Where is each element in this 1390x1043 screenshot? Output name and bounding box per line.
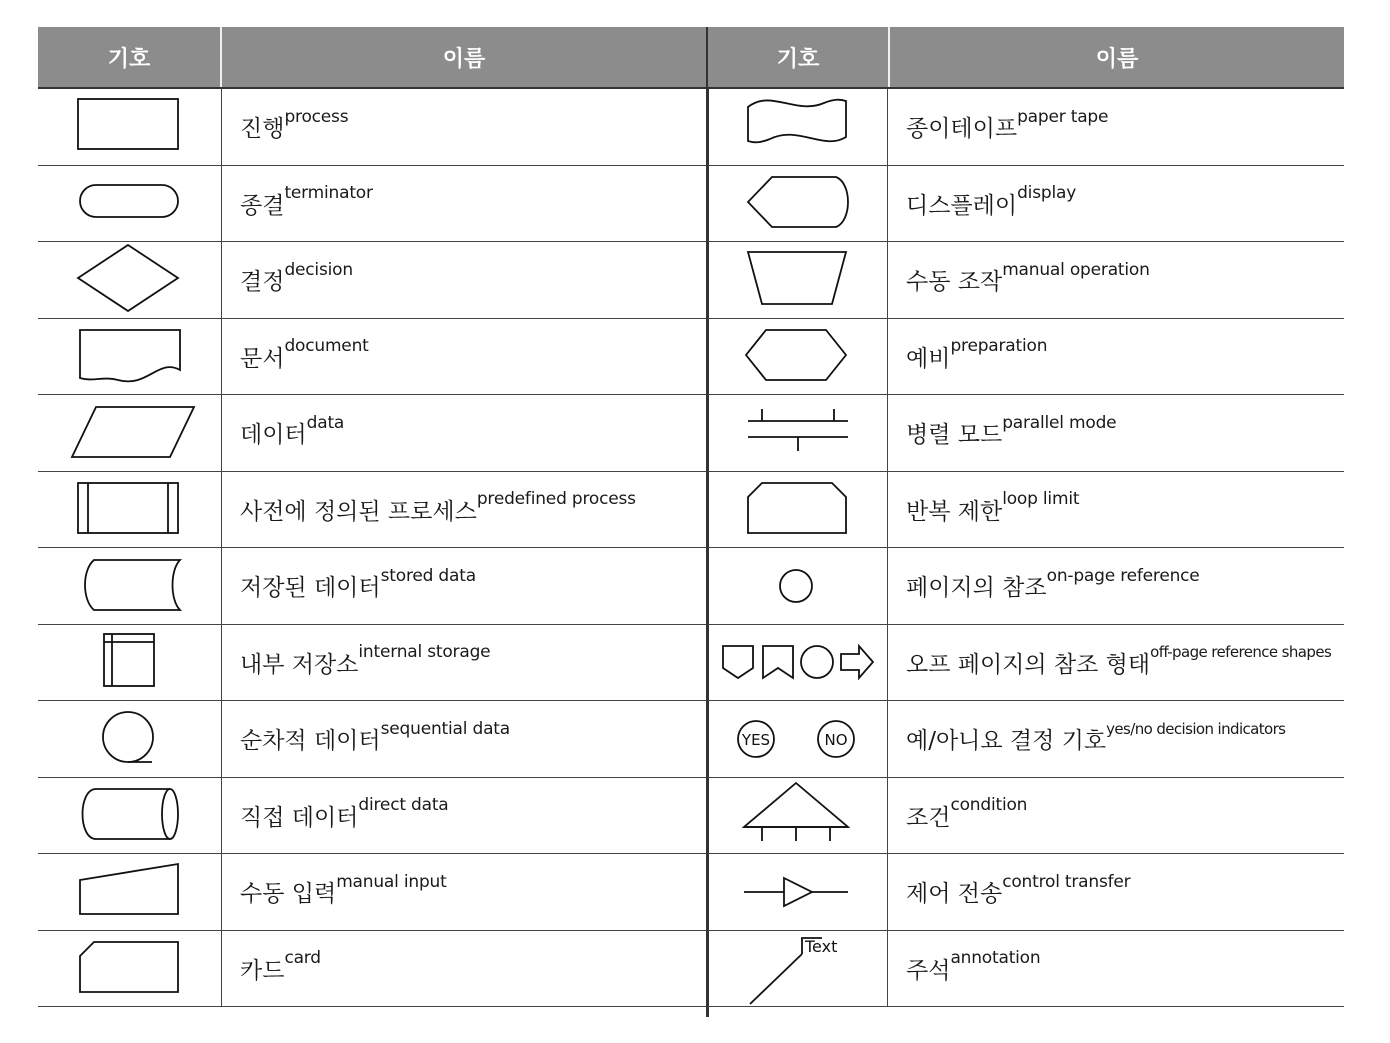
symbol-name xyxy=(222,319,369,395)
condition-icon xyxy=(726,777,870,853)
symbol-name xyxy=(888,472,1079,548)
english-name: terminator xyxy=(284,183,373,204)
off-page-reference-icon xyxy=(717,624,879,700)
data-icon xyxy=(58,395,202,471)
korean-name: 문서 xyxy=(240,345,285,372)
korean-name: 내부 저장소 xyxy=(240,651,359,678)
header-name: 이름 xyxy=(442,46,486,72)
korean-name: 주석 xyxy=(906,957,951,984)
right-table-header xyxy=(708,27,1344,87)
header-symbol: 기호 xyxy=(708,27,890,87)
korean-name: 병렬 모드 xyxy=(906,422,1003,449)
manual-input-icon xyxy=(58,854,202,930)
english-name: predefined process xyxy=(476,489,636,510)
korean-name: 페이지의 참조 xyxy=(906,575,1047,602)
english-name: document xyxy=(284,336,369,357)
annotation-icon xyxy=(726,930,870,1006)
table-row xyxy=(38,701,706,778)
process-icon xyxy=(58,89,202,165)
table-row xyxy=(38,472,706,549)
table-row xyxy=(708,166,1344,243)
english-name: internal storage xyxy=(358,642,491,663)
symbol-cell xyxy=(708,854,888,930)
korean-name: 결정 xyxy=(240,269,285,296)
symbol-cell xyxy=(38,778,222,854)
table-row xyxy=(708,319,1344,396)
korean-name: 제어 전송 xyxy=(906,881,1003,908)
english-name: manual operation xyxy=(1002,259,1150,280)
symbol-name xyxy=(222,89,348,165)
direct-data-icon xyxy=(58,777,202,853)
english-name: annotation xyxy=(950,948,1041,969)
symbol-cell xyxy=(708,931,888,1007)
symbol-name xyxy=(888,778,1027,854)
table-row xyxy=(38,854,706,931)
symbol-cell xyxy=(708,89,888,165)
symbol-name xyxy=(222,931,321,1007)
korean-name: 직접 데이터 xyxy=(240,804,359,831)
parallel-mode-icon xyxy=(726,395,870,471)
symbol-name xyxy=(888,395,1116,471)
predefined-process-icon xyxy=(58,471,202,547)
paper-tape-icon xyxy=(726,89,870,165)
control-transfer-icon xyxy=(726,854,870,930)
english-name: control transfer xyxy=(1002,871,1131,892)
right-rows xyxy=(708,87,1344,1007)
table-row xyxy=(708,854,1344,931)
table-row xyxy=(708,931,1344,1008)
korean-name: 오프 페이지의 참조 형태 xyxy=(906,651,1151,678)
korean-name: 종결 xyxy=(240,192,285,219)
manual-operation-icon xyxy=(726,242,870,318)
symbol-cell xyxy=(38,395,222,471)
english-name: condition xyxy=(950,795,1028,816)
symbol-name xyxy=(222,778,449,854)
symbol-name xyxy=(888,319,1047,395)
indicator-yes-label: YES xyxy=(741,730,770,749)
left-table-header xyxy=(38,27,706,87)
symbol-name xyxy=(888,854,1130,930)
korean-name: 예/아니요 결정 기호 xyxy=(906,728,1107,755)
indicator-no-label: NO xyxy=(823,730,848,749)
english-name: display xyxy=(1017,183,1077,204)
symbol-cell xyxy=(708,319,888,395)
annotation-sample-text: Text xyxy=(804,937,837,957)
symbol-name xyxy=(222,548,476,624)
symbol-name xyxy=(888,89,1108,165)
symbol-name xyxy=(222,395,344,471)
english-name: preparation xyxy=(950,336,1048,357)
symbol-name xyxy=(222,472,636,548)
table-row xyxy=(38,242,706,319)
symbol-cell xyxy=(38,854,222,930)
decision-icon xyxy=(58,242,202,318)
english-name: on-page reference xyxy=(1046,565,1200,586)
english-name: paper tape xyxy=(1017,106,1109,127)
symbol-cell xyxy=(708,625,888,701)
symbol-name xyxy=(888,166,1076,242)
korean-name: 사전에 정의된 프로세스 xyxy=(240,498,477,525)
symbol-name xyxy=(888,931,1040,1007)
symbol-cell xyxy=(708,778,888,854)
table-row xyxy=(38,548,706,625)
table-row xyxy=(708,548,1344,625)
korean-name: 순차적 데이터 xyxy=(240,728,381,755)
sequential-data-icon xyxy=(58,701,202,777)
symbol-cell xyxy=(38,242,222,318)
header-name: 이름 xyxy=(1095,46,1139,72)
internal-storage-icon xyxy=(58,624,202,700)
symbol-name xyxy=(222,854,447,930)
terminator-icon xyxy=(58,165,202,241)
symbol-cell xyxy=(38,701,222,777)
symbol-name xyxy=(888,625,1331,701)
table-row xyxy=(708,778,1344,855)
english-name: yes/no decision indicators xyxy=(1106,719,1286,738)
yes-no-indicator-icon xyxy=(726,701,870,777)
korean-name: 조건 xyxy=(906,804,951,831)
korean-name: 수동 조작 xyxy=(906,269,1003,296)
symbol-name xyxy=(222,166,373,242)
symbol-name xyxy=(888,701,1285,777)
symbol-cell xyxy=(38,625,222,701)
table-row xyxy=(38,89,706,166)
table-row xyxy=(38,395,706,472)
symbol-name xyxy=(222,625,490,701)
english-name: direct data xyxy=(358,795,449,816)
symbol-cell xyxy=(708,395,888,471)
english-name: off-page reference shapes xyxy=(1150,643,1332,662)
symbol-name xyxy=(222,242,353,318)
english-name: card xyxy=(284,948,321,969)
korean-name: 데이터 xyxy=(240,422,307,449)
symbol-cell xyxy=(38,166,222,242)
table-row xyxy=(38,319,706,396)
symbol-cell xyxy=(708,701,888,777)
left-rows xyxy=(38,87,706,1007)
on-page-reference-icon xyxy=(726,548,870,624)
symbol-cell xyxy=(38,89,222,165)
korean-name: 반복 제한 xyxy=(906,498,1003,525)
table-row xyxy=(708,242,1344,319)
symbol-name xyxy=(888,548,1200,624)
card-icon xyxy=(58,930,202,1006)
right-table xyxy=(708,27,1344,1007)
symbol-name xyxy=(888,242,1150,318)
english-name: parallel mode xyxy=(1002,412,1117,433)
korean-name: 종이테이프 xyxy=(906,116,1018,143)
english-name: data xyxy=(306,412,345,433)
table-row xyxy=(708,89,1344,166)
korean-name: 수동 입력 xyxy=(240,881,337,908)
stored-data-icon xyxy=(58,548,202,624)
symbol-cell xyxy=(38,319,222,395)
preparation-icon xyxy=(726,318,870,394)
loop-limit-icon xyxy=(726,471,870,547)
english-name: loop limit xyxy=(1002,489,1080,510)
header-symbol: 기호 xyxy=(38,27,222,87)
left-table xyxy=(38,27,706,1007)
symbol-cell xyxy=(708,548,888,624)
english-name: manual input xyxy=(336,871,447,892)
symbol-name xyxy=(222,701,510,777)
table-row xyxy=(708,625,1344,702)
korean-name: 저장된 데이터 xyxy=(240,575,381,602)
symbol-cell xyxy=(708,472,888,548)
english-name: decision xyxy=(284,259,353,280)
korean-name: 진행 xyxy=(240,116,285,143)
table-row xyxy=(708,472,1344,549)
display-icon xyxy=(726,165,870,241)
document-icon xyxy=(58,318,202,394)
symbol-cell xyxy=(38,472,222,548)
symbol-cell xyxy=(708,242,888,318)
korean-name: 카드 xyxy=(240,957,285,984)
table-row xyxy=(38,625,706,702)
english-name: sequential data xyxy=(380,718,510,739)
english-name: stored data xyxy=(380,565,476,586)
symbol-cell xyxy=(38,548,222,624)
korean-name: 디스플레이 xyxy=(906,192,1018,219)
table-row xyxy=(38,931,706,1008)
symbol-cell xyxy=(708,166,888,242)
korean-name: 예비 xyxy=(906,345,951,372)
english-name: process xyxy=(284,106,349,127)
table-row xyxy=(708,395,1344,472)
table-row xyxy=(38,778,706,855)
table-row xyxy=(38,166,706,243)
table-row xyxy=(708,701,1344,778)
symbol-cell xyxy=(38,931,222,1007)
